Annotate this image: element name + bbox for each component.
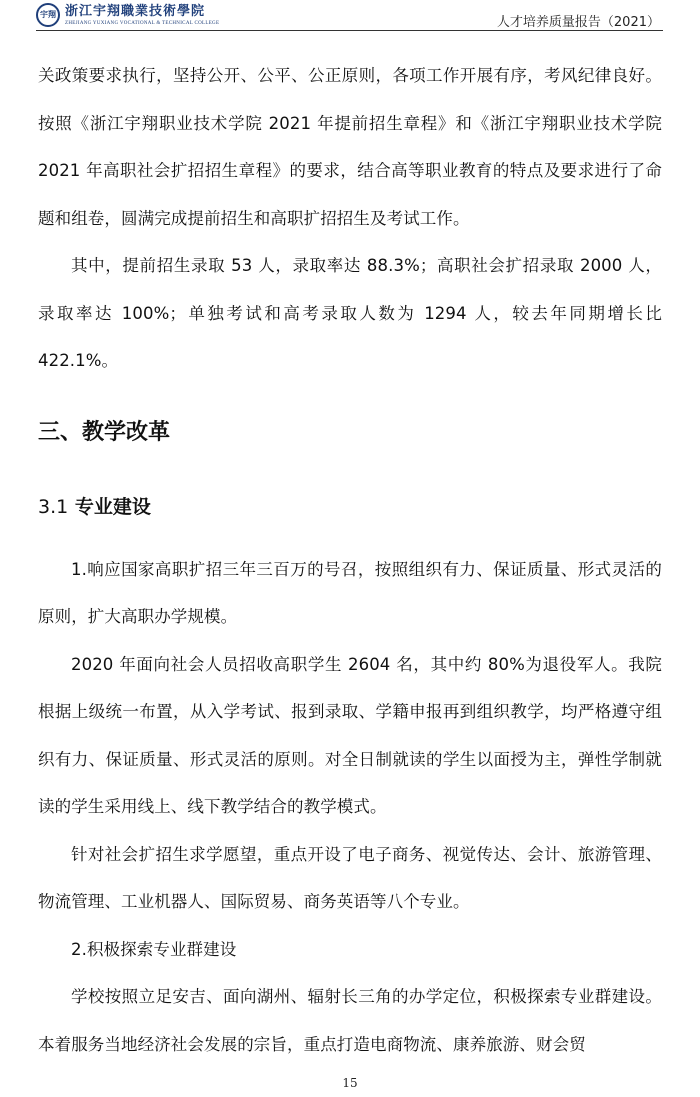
header-divider xyxy=(36,30,663,31)
report-title: 人才培养质量报告（2021） xyxy=(496,15,660,30)
page-header xyxy=(0,0,700,36)
college-name-en: ZHEJIANG YUXIANG VOCATIONAL & TECHNICAL COLLEGE xyxy=(65,20,220,26)
college-logo xyxy=(36,3,219,27)
college-name-cn: 浙江宇翔職業技術學院 xyxy=(65,3,206,19)
page-number: 15 xyxy=(342,1076,358,1090)
section-number: 3.1 xyxy=(38,495,69,518)
section-title: 专业建设 xyxy=(74,495,151,518)
paragraph-enrollment: 2020 年面向社会人员招收高职学生 2604 名，其中约 80%为退役军人。我院根据上级统一布置，从入学考试、报到录取、学籍申报再到组织教学，均严格遵守组织有力、保证质量、形式灵活的原则。对全日制就读的学生以面授为主，弹性学制就读的学生采用线上、线下教学结合的教学模式。 xyxy=(38,654,662,816)
page-body xyxy=(38,52,662,1068)
paragraph-admission-policy: 关政策要求执行，坚持公开、公平、公正原则，各项工作开展有序，考风纪律良好。按照《浙江宇翔职业技术学院 2021 年提前招生章程》和《浙江宇翔职业技术学院 2021 年高职社会扩招招生章程》的要求，结合高等职业教育的特点及要求进行了命题和组卷，圆满完成提前招生和高职扩招招生及考试工作。 xyxy=(38,66,662,228)
paragraph-admission-stats: 其中，提前招生录取 53 人，录取率达 88.3%；高职社会扩招录取 2000 人，录取率达 100%；单独考试和高考录取人数为 1294 人，较去年同期增长比 422.1%。 xyxy=(38,256,662,370)
section-heading xyxy=(38,493,662,521)
chapter-heading: 三、教学改革 xyxy=(38,419,171,445)
paragraph-expansion: 1.响应国家高职扩招三年三百万的号召，按照组织有力、保证质量、形式灵活的原则，扩大高职办学规模。 xyxy=(38,559,662,626)
college-emblem-icon: 宇翔 xyxy=(36,3,60,27)
paragraph-majors: 针对社会扩招生求学愿望，重点开设了电子商务、视觉传达、会计、旅游管理、物流管理、工业机器人、国际贸易、商务英语等八个专业。 xyxy=(38,844,662,911)
subheading-major-clusters: 2.积极探索专业群建设 xyxy=(71,939,237,959)
paragraph-cluster-building: 学校按照立足安吉、面向湖州、辐射长三角的办学定位，积极探索专业群建设。本着服务当地经济社会发展的宗旨，重点打造电商物流、康养旅游、财会贸 xyxy=(38,987,662,1054)
